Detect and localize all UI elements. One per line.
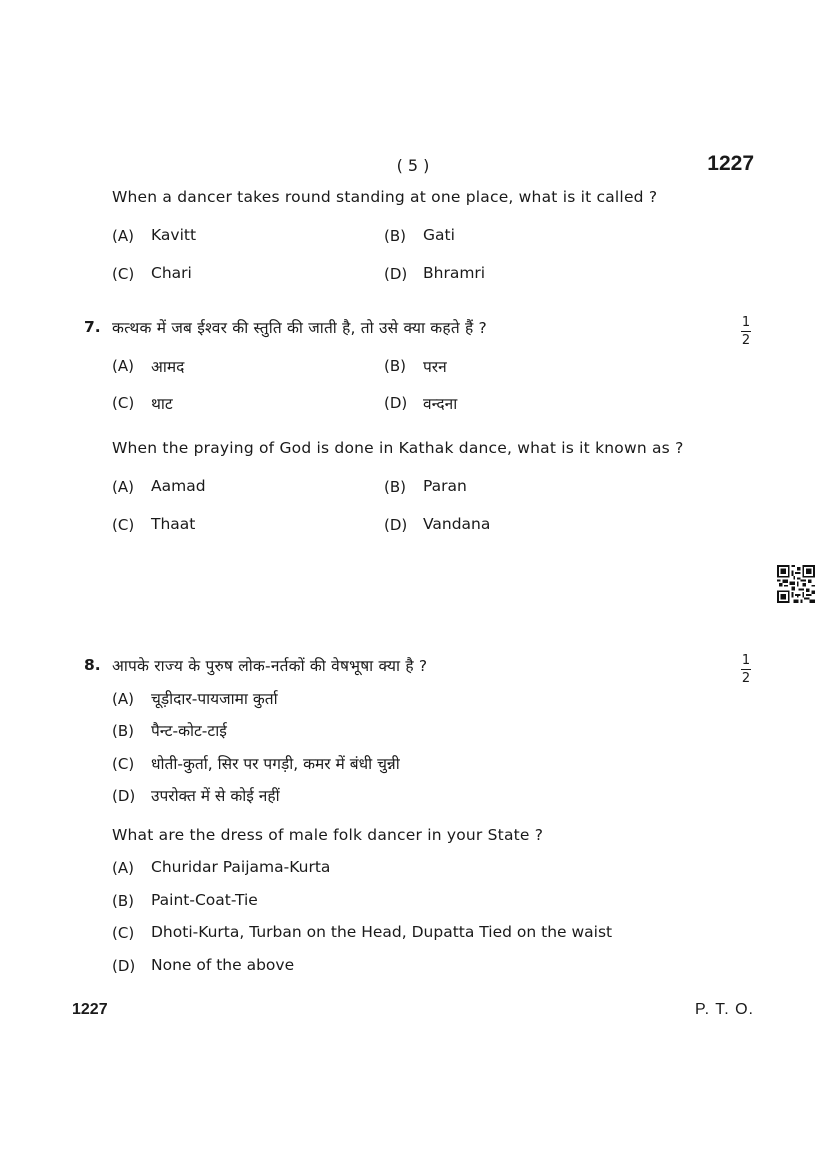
q8-en-option-d-label: (D) [112, 957, 136, 975]
q8-en-option-b-label: (B) [112, 892, 134, 910]
q7-marks [736, 316, 756, 347]
q8-number: 8. [84, 656, 101, 674]
q8-en-option-c-label: (C) [112, 924, 135, 942]
q7-en-option-a-text: Aamad [151, 477, 206, 495]
q7-en-option-d-text: Vandana [423, 515, 491, 533]
q8-en-option-c-text: Dhoti-Kurta, Turban on the Head, Dupatta Tied on the waist [151, 923, 613, 941]
q8-en-option-a-text: Churidar Paijama-Kurta [151, 858, 331, 876]
q6-option-a-text: Kavitt [151, 226, 197, 244]
q7-en-option-b-label: (B) [384, 478, 406, 496]
q7-hi-option-c-text: थाट [151, 395, 173, 413]
q7-hi-option-c-label: (C) [112, 394, 135, 412]
q8-marks-denominator: 2 [741, 671, 751, 686]
q8-hi-option-d-label: (D) [112, 787, 136, 805]
q8-en-option-b-text: Paint-Coat-Tie [151, 891, 258, 909]
q7-en-option-c-label: (C) [112, 516, 135, 534]
q7-marks-numerator: 1 [741, 315, 751, 330]
q7-en-option-d-label: (D) [384, 516, 408, 534]
q7-question-hindi: कत्थक में जब ईश्वर की स्तुति की जाती है, तो उसे क्या कहते हैं ? [112, 319, 487, 337]
q7-marks-denominator: 2 [741, 333, 751, 348]
q8-en-option-d-text: None of the above [151, 956, 295, 974]
q7-hi-option-a-text: आमद [151, 358, 185, 376]
q8-hi-option-a-label: (A) [112, 690, 134, 708]
q6-option-b-label: (B) [384, 227, 406, 245]
q7-hi-option-d-text: वन्दना [423, 395, 458, 413]
q6-question-english: When a dancer takes round standing at one place, what is it called ? [112, 188, 658, 206]
q6-option-c-label: (C) [112, 265, 135, 283]
page-number: ( 5 ) [396, 156, 430, 175]
fraction-bar [741, 669, 751, 670]
fraction-bar [741, 331, 751, 332]
q6-option-b-text: Gati [423, 226, 455, 244]
q8-hi-option-c-label: (C) [112, 755, 135, 773]
q7-hi-option-a-label: (A) [112, 357, 134, 375]
q8-question-english: What are the dress of male folk dancer in your State ? [112, 826, 544, 844]
q6-option-a-label: (A) [112, 227, 134, 245]
q8-hi-option-a-text: चूड़ीदार-पायजामा कुर्ता [151, 690, 278, 708]
q7-hi-option-b-text: परन [423, 358, 447, 376]
q7-en-option-c-text: Thaat [151, 515, 196, 533]
q6-option-c-text: Chari [151, 264, 192, 282]
q8-hi-option-c-text: धोती-कुर्ता, सिर पर पगड़ी, कमर में बंधी चुन्नी [151, 755, 400, 773]
paper-code-footer: 1227 [72, 1001, 108, 1018]
q8-en-option-a-label: (A) [112, 859, 134, 877]
q7-en-option-a-label: (A) [112, 478, 134, 496]
qr-code-icon [777, 565, 815, 603]
q7-hi-option-b-label: (B) [384, 357, 406, 375]
q8-hi-option-b-label: (B) [112, 722, 134, 740]
q8-hi-option-d-text: उपरोक्त में से कोई नहीं [151, 787, 280, 805]
paper-code-header: 1227 [707, 152, 754, 175]
q6-option-d-text: Bhramri [423, 264, 486, 282]
q7-en-option-b-text: Paran [423, 477, 467, 495]
pto-note: P. T. O. [695, 1001, 754, 1018]
q7-question-english: When the praying of God is done in Kathak dance, what is it known as ? [112, 439, 684, 457]
q8-hi-option-b-text: पैन्ट-कोट-टाई [151, 722, 227, 740]
q8-marks [736, 654, 756, 685]
q7-hi-option-d-label: (D) [384, 394, 408, 412]
q8-question-hindi: आपके राज्य के पुरुष लोक-नर्तकों की वेषभूषा क्या है ? [112, 657, 428, 675]
q8-marks-numerator: 1 [741, 653, 751, 668]
q7-number: 7. [84, 318, 101, 336]
q6-option-d-label: (D) [384, 265, 408, 283]
